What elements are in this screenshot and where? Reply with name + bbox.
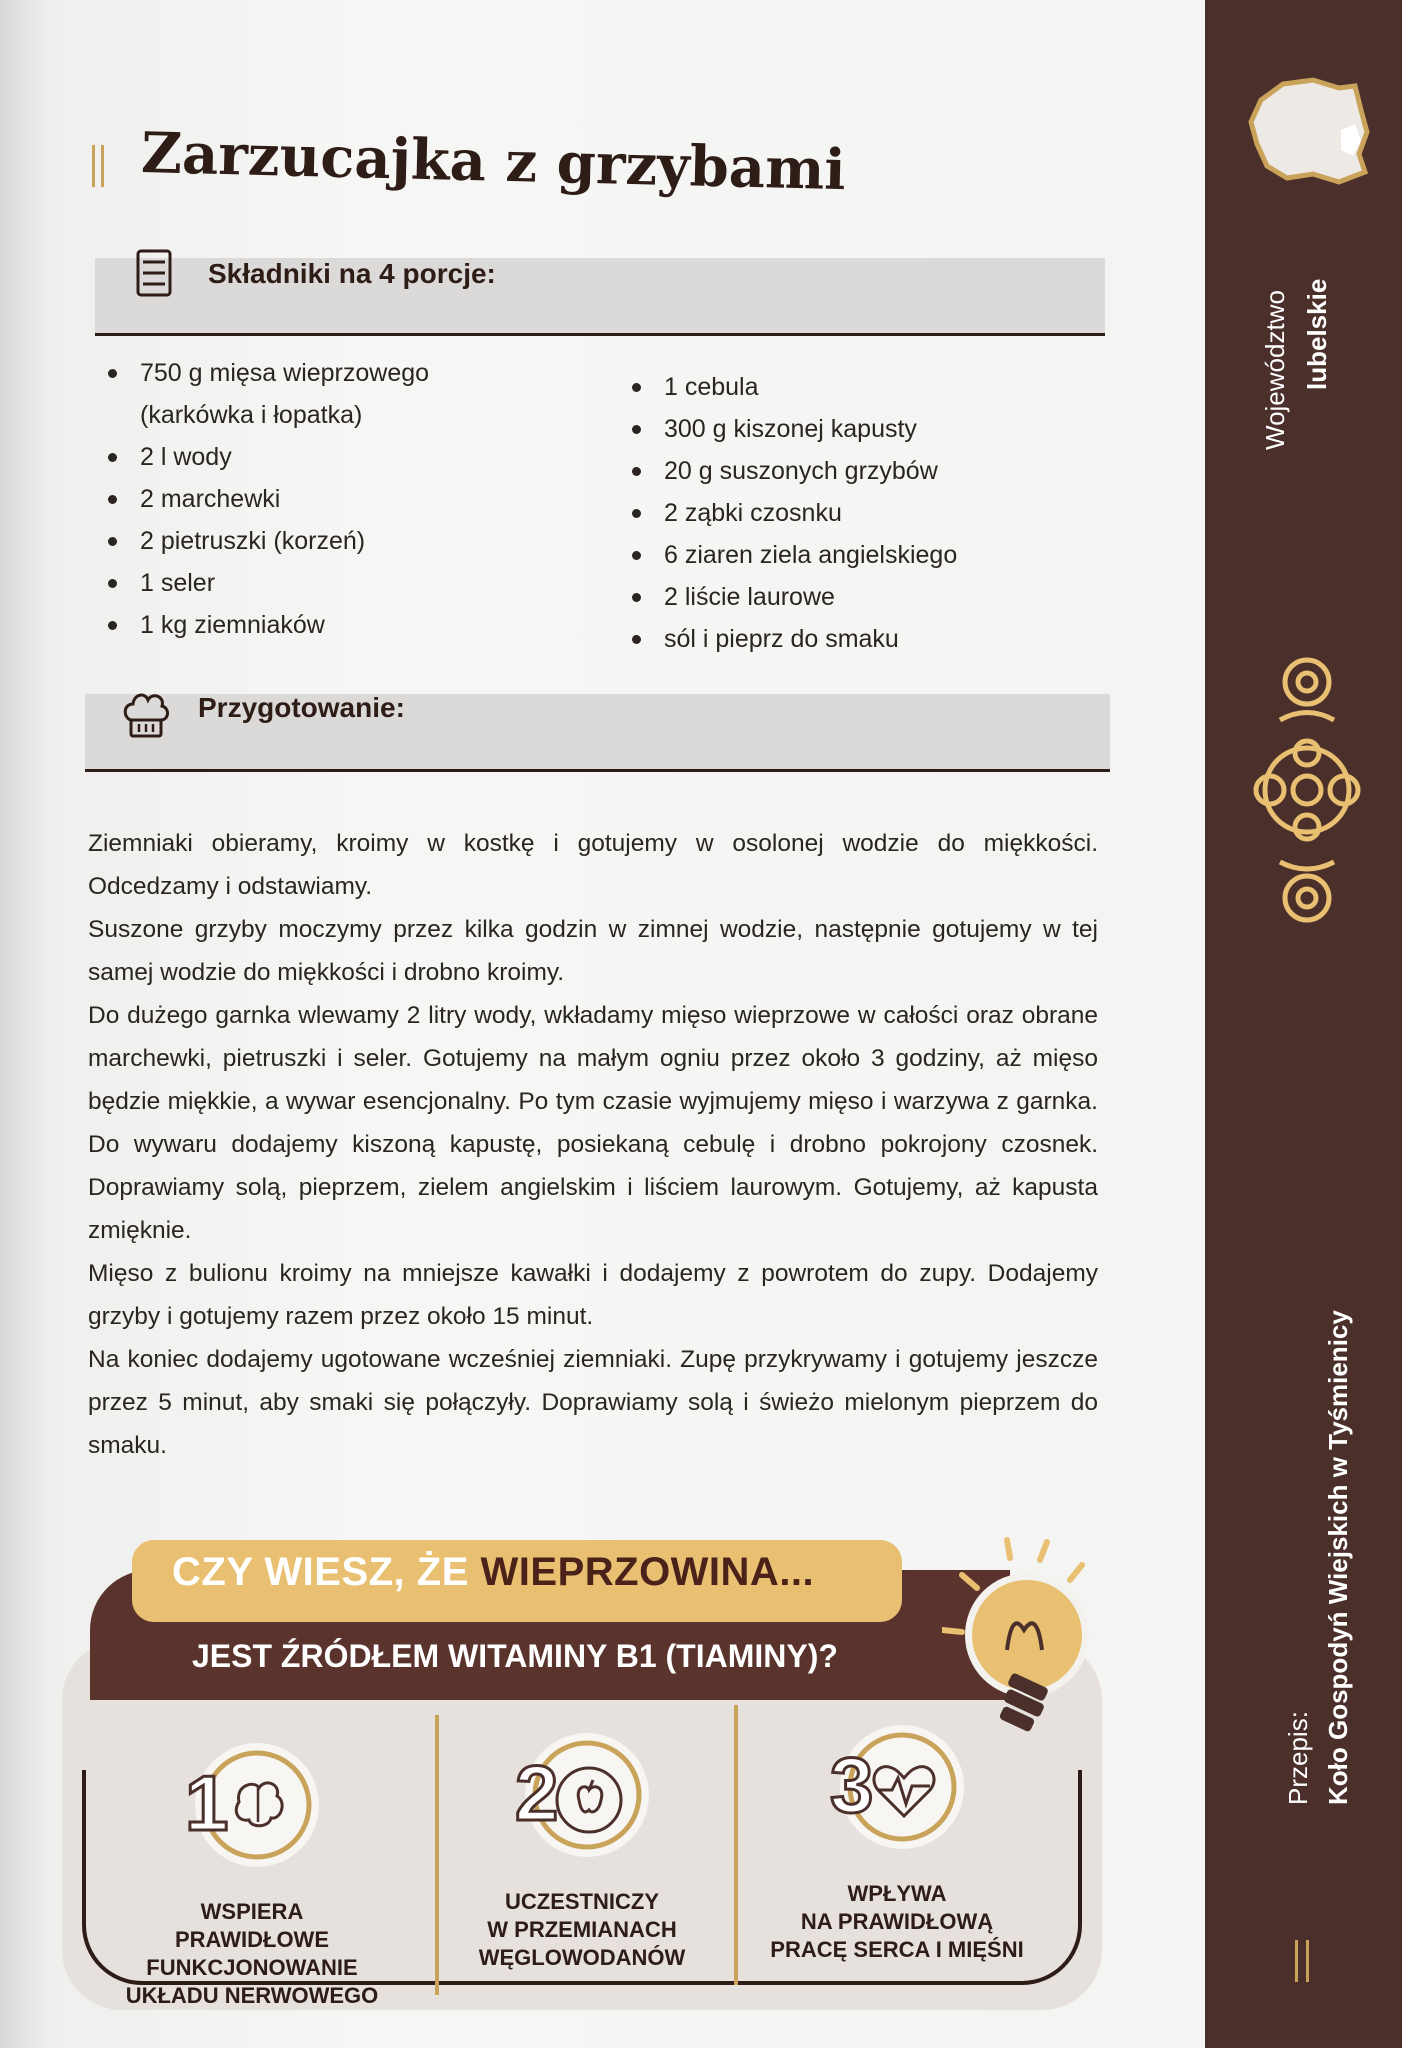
chef-hat-icon — [121, 690, 171, 742]
ingredient-item: sól i pieprz do smaku — [632, 618, 1092, 660]
poland-map-icon — [1243, 70, 1373, 190]
recipe-source-label: Przepis: — [1283, 1711, 1313, 1805]
preparation-underline — [85, 769, 1110, 772]
ingredient-item: 1 kg ziemniaków — [108, 604, 488, 646]
ingredient-item: 2 liście laurowe — [632, 576, 1092, 618]
list-icon — [135, 248, 175, 298]
sidebar-accent-bar — [1295, 1940, 1309, 1982]
ingredient-item: 2 pietruszki (korzeń) — [108, 520, 488, 562]
fact-subheadline: JEST ŹRÓDŁEM WITAMINY B1 (TIAMINY)? — [192, 1638, 838, 1674]
fact-item-line: PRACĘ SERCA I MIĘŚNI — [770, 1937, 1024, 1962]
ingredients-underline — [95, 333, 1105, 336]
fact-item-line: WSPIERA PRAWIDŁOWE — [175, 1899, 329, 1952]
step-paragraph: Ziemniaki obieramy, kroimy w kostkę i gotujemy w osolonej wodzie do miękkości. Odcedzamy i odstawiamy. — [88, 830, 1098, 900]
folk-flower-icon — [1250, 650, 1365, 930]
preparation-steps — [88, 822, 1098, 1467]
fact-item-1 — [122, 1730, 382, 2010]
fact-item-2 — [442, 1720, 722, 1972]
fact-divider — [435, 1715, 439, 1995]
ingredient-item: 2 marchewki — [108, 478, 488, 520]
fact-divider — [734, 1705, 738, 1985]
region-sidebar — [1205, 0, 1402, 2048]
fact-box — [62, 1530, 1102, 2010]
title-accent-bar — [92, 145, 104, 187]
ingredient-item: 1 seler — [108, 562, 488, 604]
fact-item-text — [122, 1898, 382, 2010]
fact-item-line: W PRZEMIANACH — [487, 1917, 677, 1942]
fact-item-text — [752, 1880, 1042, 1964]
fact-item-line: WPŁYWA — [847, 1881, 947, 1906]
ingredients-header — [95, 258, 1105, 336]
fact-item-badge — [507, 1720, 657, 1870]
fact-item-line: NA PRAWIDŁOWĄ — [800, 1909, 994, 1934]
fact-item-line: WĘGLOWODANÓW — [478, 1945, 686, 1970]
fact-item-badge — [177, 1730, 327, 1880]
ingredient-item: 1 cebula — [632, 366, 1092, 408]
fact-headline-prefix: CZY WIESZ, ŻE — [172, 1550, 469, 1594]
ingredient-item: 2 ząbki czosnku — [632, 492, 1092, 534]
ingredient-item: 300 g kiszonej kapusty — [632, 408, 1092, 450]
fact-item-number: 3 — [830, 1741, 874, 1829]
ingredients-heading: Składniki na 4 porcje: — [208, 258, 496, 289]
fact-item-line: FUNKCJONOWANIE — [146, 1955, 358, 1980]
fact-headline-emphasis: WIEPRZOWINA... — [480, 1550, 815, 1594]
fact-item-line: UKŁADU NERWOWEGO — [125, 1983, 379, 2008]
fact-headline — [172, 1550, 814, 1595]
step-paragraph: Do dużego garnka wlewamy 2 litry wody, wkładamy mięso wieprzowe w całości oraz obrane marchewki, pietruszki i seler. Gotujemy na małym ogniu przez około 3 godziny, aż mięso będzie miękkie, a wywar esencjonalny. Po tym czasie wyjmujemy mięso i warzywa z garnka. Do wywaru dodajemy kiszoną kapustę, posiekaną cebulę i drobno pokrojony czosnek. Doprawiamy solą, pieprzem, zielem angielskim i liściem laurowym. Gotujemy, aż kapusta zmięknie. — [88, 1002, 1098, 1244]
step-paragraph: Mięso z bulionu kroimy na mniejsze kawałki i dodajemy z powrotem do zupy. Dodajemy grzyby i gotujemy razem przez około 15 minut. — [88, 1260, 1098, 1330]
fact-item-badge — [822, 1712, 972, 1862]
ingredient-item: 2 l wody — [108, 436, 488, 478]
recipe-source-name: Koło Gospodyń Wiejskich w Tyśmienicy — [1323, 1310, 1353, 1805]
fact-item-line: UCZESTNICZY — [505, 1889, 659, 1914]
fact-item-number: 1 — [185, 1759, 229, 1847]
step-paragraph: Suszone grzyby moczymy przez kilka godzin w zimnej wodzie, następnie gotujemy w tej samej wodzie do miękkości i drobno kroimy. — [88, 916, 1098, 986]
ingredient-item: 20 g suszonych grzybów — [632, 450, 1092, 492]
preparation-header — [85, 694, 1110, 772]
step-paragraph: Na koniec dodajemy ugotowane wcześniej ziemniaki. Zupę przykrywamy i gotujemy jeszcze przez 5 minut, aby smaki się połączyły. Doprawiamy solą i świeżo mielonym pieprzem do smaku. — [88, 1346, 1098, 1459]
recipe-title: Zarzucajka z grzybami — [140, 120, 847, 204]
preparation-heading: Przygotowanie: — [198, 692, 405, 723]
fact-item-number: 2 — [515, 1749, 559, 1837]
region-label: Województwo — [1260, 290, 1290, 450]
ingredients-list-left — [108, 352, 488, 646]
ingredients-list-right — [632, 366, 1092, 660]
ingredient-item: 6 ziaren ziela angielskiego — [632, 534, 1092, 576]
region-name: lubelskie — [1302, 278, 1332, 390]
fact-item-3 — [752, 1712, 1042, 1964]
fact-item-text — [442, 1888, 722, 1972]
ingredient-item: 750 g mięsa wieprzowego (karkówka i łopatka) — [108, 352, 488, 436]
